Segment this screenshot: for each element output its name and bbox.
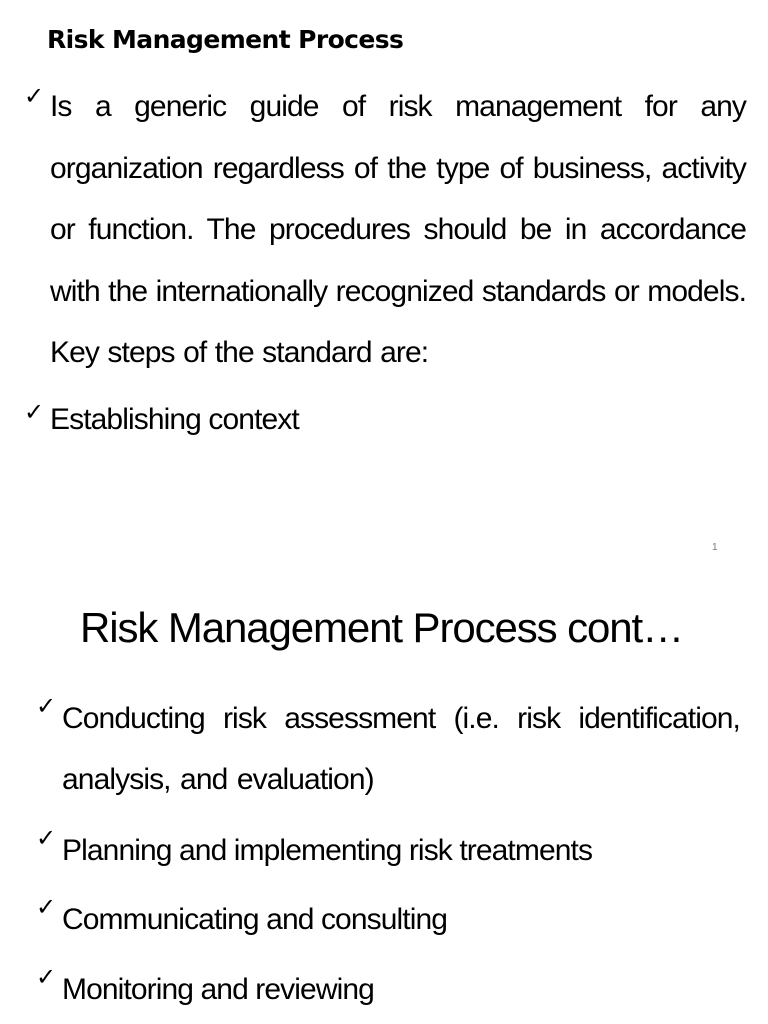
bullet-text: Is a generic guide of risk management for any organization regardless of the type of business, activity or function. The procedures should be in accordance with the internationally recognized standards or models. Key steps of the standard are: (50, 90, 747, 369)
slide-title: Risk Management Process (47, 25, 404, 54)
bullet-text: Planning and implementing risk treatments (62, 834, 593, 867)
checkmark-icon: ✓ (36, 893, 57, 921)
checkmark-icon: ✓ (36, 692, 57, 720)
page-number: 1 (712, 542, 718, 553)
bullet-item (36, 820, 740, 881)
checkmark-icon: ✓ (36, 824, 57, 852)
bullet-item (24, 392, 746, 448)
checkmark-icon: ✓ (24, 82, 45, 110)
bullet-text: Monitoring and reviewing (62, 973, 374, 1006)
slide-2 (0, 567, 768, 1024)
slide-title: Risk Management Process cont… (80, 604, 684, 651)
checkmark-icon: ✓ (24, 398, 45, 426)
bullet-text: Communicating and consulting (62, 903, 448, 936)
checkmark-icon: ✓ (36, 963, 57, 991)
bullet-item (36, 959, 740, 1020)
bullet-text: Establishing context (50, 403, 299, 436)
bullet-item (36, 889, 740, 950)
bullet-item (36, 688, 740, 810)
bullet-text: Conducting risk assessment (i.e. risk identification, analysis, and evaluation) (62, 702, 740, 796)
bullet-item (24, 76, 746, 384)
